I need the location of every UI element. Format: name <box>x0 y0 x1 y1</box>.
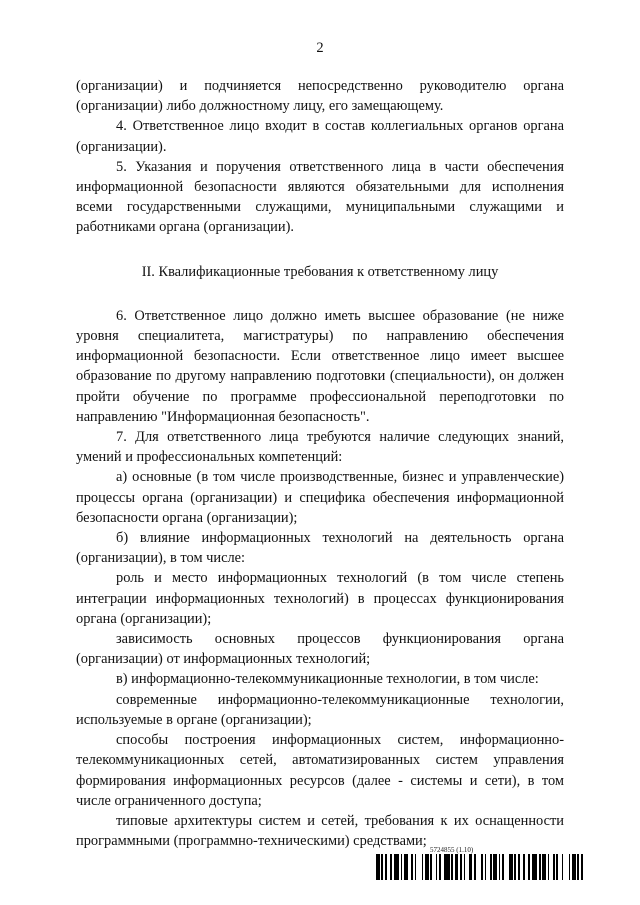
document-body <box>76 76 564 851</box>
paragraph: роль и место информационных технологий (в том числе степень интеграции информационных технологий) в процессах функционирования органа (организации); <box>76 570 564 627</box>
paragraph: способы построения информационных систем, информационно-телекоммуникационных сетей, автоматизированных систем управления формирования информационных ресурсов (далее - системы и сети), в том числе ограниченного доступа; <box>76 732 564 809</box>
paragraph: а) основные (в том числе производственные, бизнес и управленческие) процессы органа (организации) и специфика обеспечения информационной безопасности органа (организации); <box>76 469 564 526</box>
paragraph: современные информационно-телекоммуникационные технологии, используемые в органе (организации); <box>76 691 564 728</box>
paragraph: зависимость основных процессов функционирования органа (организации) от информационных технологий; <box>76 631 564 668</box>
paragraph: 4. Ответственное лицо входит в состав коллегиальных органов органа (организации). <box>76 118 564 155</box>
paragraph: типовые архитектуры систем и сетей, требования к их оснащенности программными (программно-техническими) средствами; <box>76 812 564 850</box>
paragraph: 7. Для ответственного лица требуются наличие следующих знаний, умений и профессиональных компетенций: <box>76 429 564 466</box>
paragraph: 6. Ответственное лицо должно иметь высшее образование (не ниже уровня специалитета, магистратуры) по направлению обеспечения информационной безопасности. Если ответственное лицо имеет высшее образование по другому направлению подготовки (специальности), он должен пройти обучение по программе профессиональной переподготовки по направлению "Информационная безопасность". <box>76 307 564 425</box>
page-number: 2 <box>316 40 324 56</box>
paragraph: (организации) и подчиняется непосредственно руководителю органа (организации) либо должностному лицу, его замещающему. <box>76 78 564 115</box>
document-code: 5724855 (1.10) <box>430 846 474 854</box>
paragraph: в) информационно-телекоммуникационные технологии, в том числе: <box>116 671 539 688</box>
paragraph: б) влияние информационных технологий на деятельность органа (организации), в том числе: <box>76 530 564 567</box>
paragraph: 5. Указания и поручения ответственного лица в части обеспечения информационной безопасности являются обязательными для исполнения всеми государственными служащими, муниципальными служащими и работниками органа (организации). <box>76 158 564 236</box>
section-heading: II. Квалификационные требования к ответственному лицу <box>141 263 499 280</box>
barcode <box>376 854 586 880</box>
